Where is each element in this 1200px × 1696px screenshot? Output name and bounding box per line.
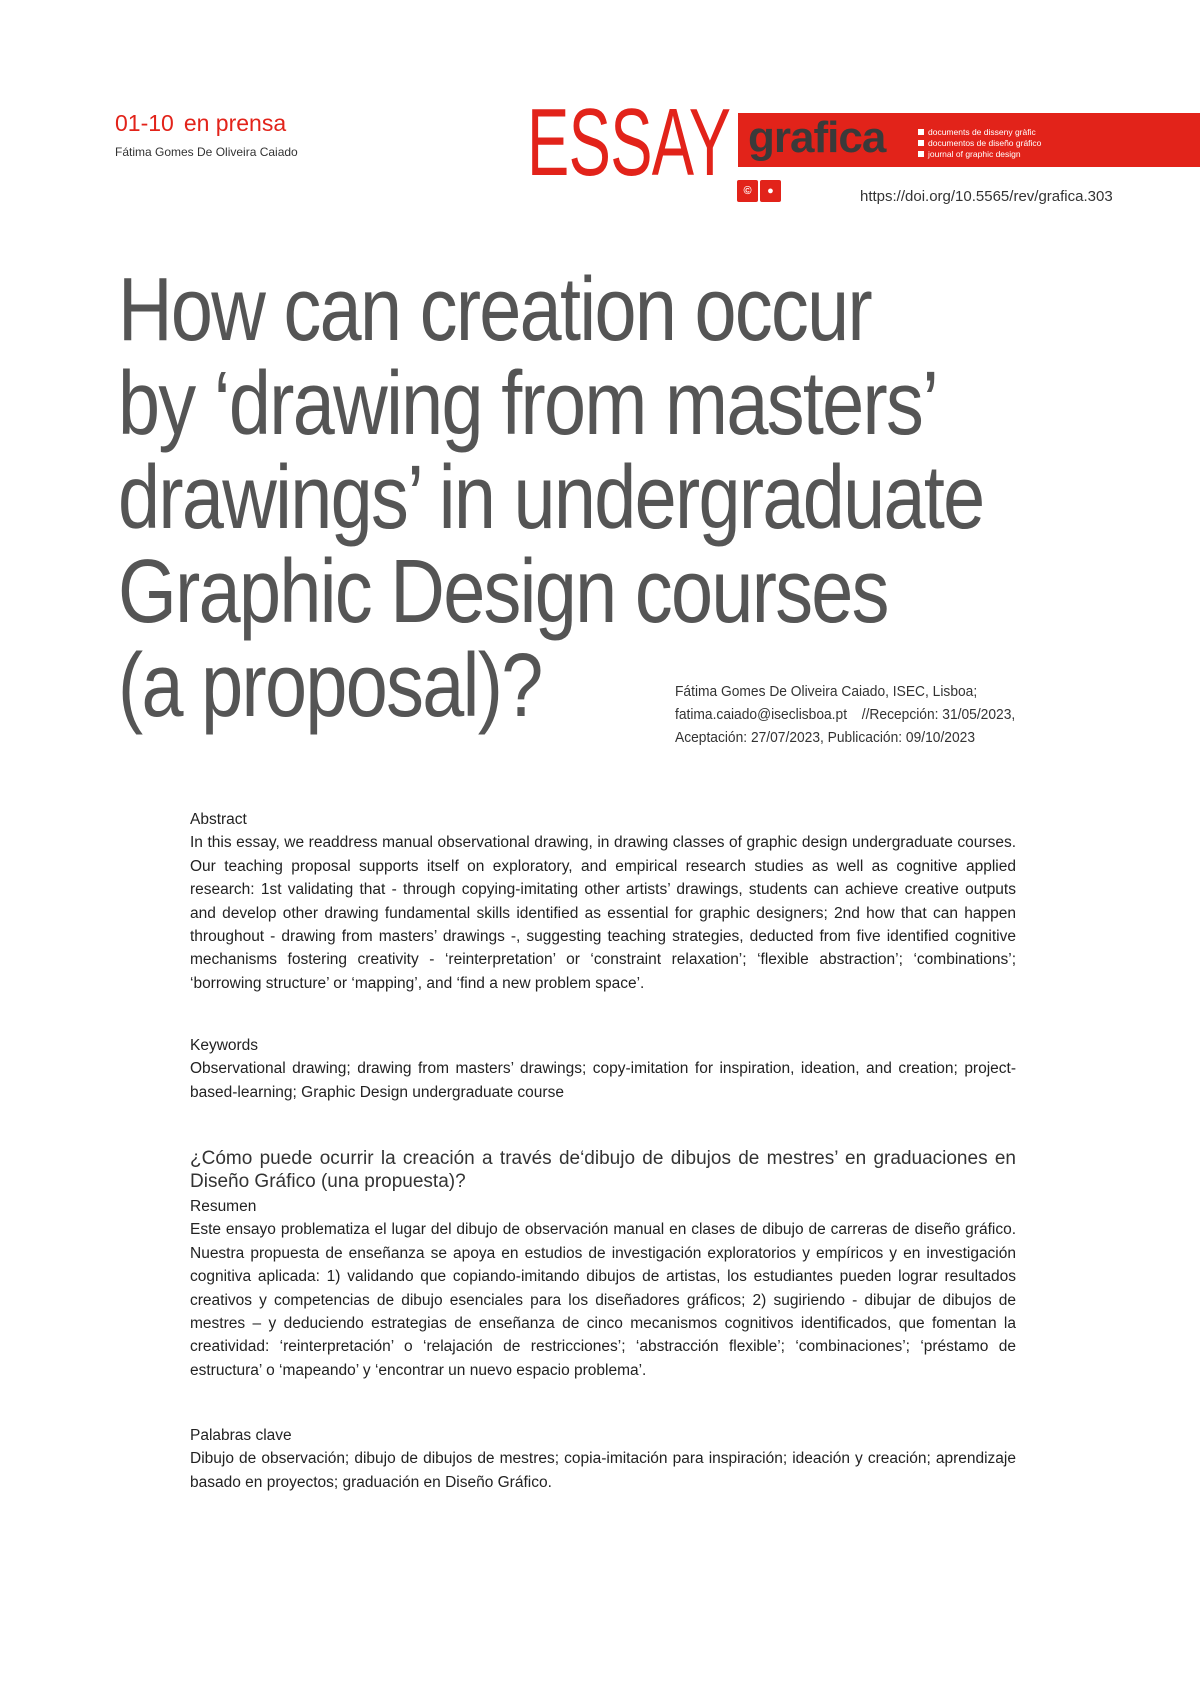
bullet-square-icon: [918, 140, 924, 146]
affiliation-line: [675, 703, 1015, 726]
affiliation-line: Fátima Gomes De Oliveira Caiado, ISEC, Lisboa;: [675, 683, 978, 700]
palabras-clave-text: Dibujo de observación; dibujo de dibujos de mestres; copia-imitación para inspiración; ideación y creación; aprendizaje basado en proyectos; graduación en Diseño Gráfico.: [190, 1450, 1016, 1491]
publication-status: en prensa: [183, 110, 287, 136]
keywords-heading: Keywords: [190, 1037, 259, 1054]
resumen-section: [190, 1195, 1016, 1382]
journal-subtitle: documentos de diseño gráfico: [918, 138, 1098, 148]
author-affiliation: [675, 680, 1015, 749]
spanish-title: ¿Cómo puede ocurrir la creación a través de‘dibujo de dibujos de mestres’ en graduaciones en Diseño Gráfico (una propuesta)?: [190, 1148, 1016, 1192]
abstract-section: [190, 808, 1016, 995]
title-line: (a proposal)?: [118, 636, 542, 736]
article-title: [118, 260, 984, 736]
journal-subtitles: [918, 127, 1098, 160]
palabras-clave-heading: Palabras clave: [190, 1427, 292, 1444]
license-badge[interactable]: [737, 180, 781, 202]
bullet-square-icon: [918, 151, 924, 157]
title-line: Graphic Design courses: [118, 542, 888, 642]
keywords-section: [190, 1034, 1016, 1104]
title-line: drawings’ in undergraduate: [118, 448, 984, 548]
reception-date: //Recepción: 31/05/2023,: [861, 706, 1016, 723]
abstract-text: In this essay, we readdress manual observational drawing, in drawing classes of graphic design undergraduate courses. Our teaching proposal supports itself on exploratory, and empirical research studies as well as cognitive applied research: 1st validating that - through copying-imitating other artists’ drawings, students can achieve creative outputs and develop other drawing fundamental skills identified as essential for graphic designers; 2nd how that can happen throughout - drawing from masters’ drawings -, suggesting teaching strategies, deducted from five identified cognitive mechanisms fostering creativity - ‘reinterpretation’ or ‘constraint relaxation’; ‘flexible abstraction’; ‘combinations’; ‘borrowing structure’ or ‘mapping’, and ‘find a new problem space’.: [190, 834, 1016, 992]
attribution-icon: ●: [760, 180, 781, 202]
affiliation-line: Aceptación: 27/07/2023, Publicación: 09/10/2023: [675, 729, 976, 746]
resumen-text: Este ensayo problematiza el lugar del dibujo de observación manual en clases de dibujo de carreras de diseño gráfico. Nuestra propuesta de enseñanza se apoya en estudios de investigación exploratorios y empíricos y en investigación cognitiva aplicada: 1) validando que copiando-imitando dibujos de artistas, los estudiantes pueden lograr resultados creativos y competencias de dibujo esenciales para los diseñadores gráficos; 2) sugiriendo - dibujar de dibujos de mestres – y deduciendo estrategias de enseñanza de cinco mecanismos cognitivos identificados, que fomentan la creatividad: ‘reinterpretación’ o ‘relajación de restricciones’; ‘abstracción flexible’; ‘combinaciones’; ‘préstamo de estructura’ o ‘mapeando’ y ‘encontrar un nuevo espacio problema’.: [190, 1221, 1016, 1379]
resumen-heading: Resumen: [190, 1198, 257, 1215]
title-line: by ‘drawing from masters’: [118, 354, 938, 454]
header-author: Fátima Gomes De Oliveira Caiado: [115, 145, 298, 159]
journal-logo: grafica: [748, 113, 886, 162]
author-email[interactable]: fatima.caiado@iseclisboa.pt: [675, 706, 848, 723]
journal-subtitle: journal of graphic design: [918, 149, 1098, 159]
doi-link[interactable]: https://doi.org/10.5565/rev/grafica.303: [860, 188, 1113, 205]
title-line: How can creation occur: [118, 260, 872, 360]
section-label: ESSAY: [527, 89, 731, 196]
bullet-square-icon: [918, 129, 924, 135]
journal-subtitle: documents de disseny gràfic: [918, 127, 1098, 137]
abstract-heading: Abstract: [190, 811, 247, 828]
issue-info: [115, 110, 286, 137]
palabras-clave-section: [190, 1424, 1016, 1494]
page-range: 01-10: [115, 110, 174, 136]
creative-commons-icon: ©: [737, 180, 758, 202]
keywords-text: Observational drawing; drawing from masters’ drawings; copy-imitation for inspiration, ideation, and creation; project-based-learning; Graphic Design undergraduate course: [190, 1060, 1016, 1101]
